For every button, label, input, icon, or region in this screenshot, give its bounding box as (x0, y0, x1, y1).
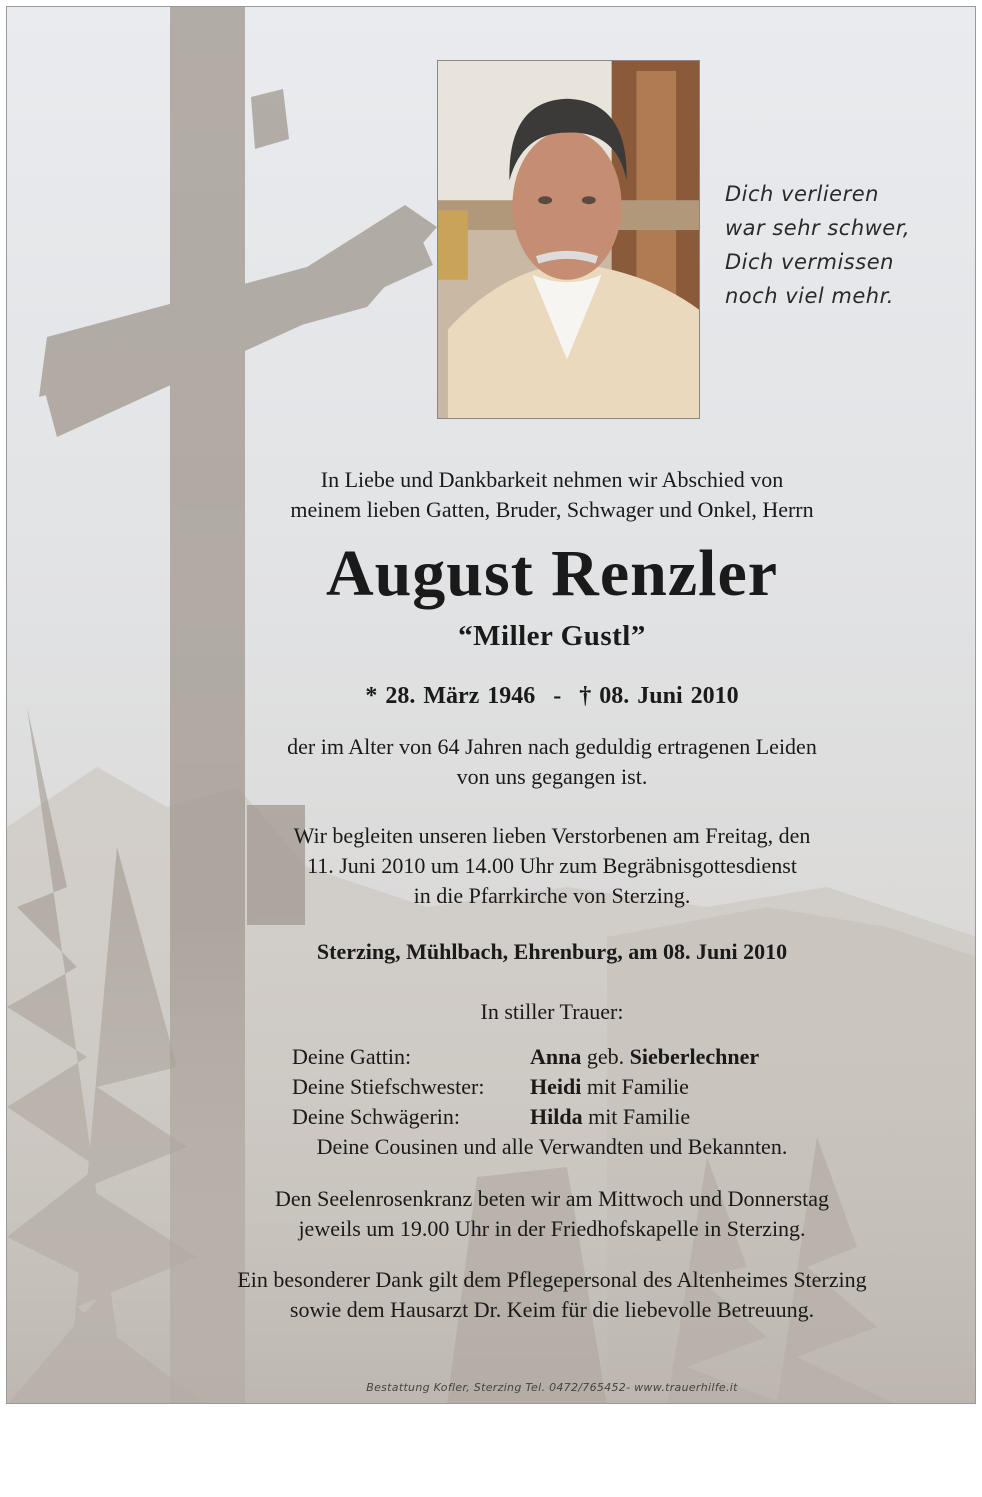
family-name: Anna (530, 1044, 582, 1069)
paragraph-funeral (157, 821, 947, 911)
death-date: † 08. Juni 2010 (579, 683, 739, 709)
paragraph-line: sowie dem Hausarzt Dr. Keim für die liebevolle Betreuung. (289, 1297, 815, 1322)
family-member (530, 1072, 689, 1102)
intro-line: In Liebe und Dankbarkeit nehmen wir Abschied von (320, 467, 784, 492)
poem-line: noch viel mehr. (725, 284, 894, 308)
family-suffix: mit Familie (581, 1074, 689, 1099)
date-separator: - (553, 683, 562, 709)
paragraph-line: Wir begleiten unseren lieben Verstorbenen am Freitag, den (293, 823, 811, 848)
family-middle: geb. (581, 1044, 630, 1069)
family-name: Heidi (530, 1074, 582, 1099)
family-relation: Deine Stiefschwester: (292, 1074, 485, 1099)
family-row (292, 1042, 759, 1072)
obituary-card (6, 6, 976, 1404)
paragraph-line: in die Pfarrkirche von Sterzing. (413, 883, 691, 908)
funeral-home-footer: Bestattung Kofler, Sterzing Tel. 0472/765452- www.trauerhilfe.it (366, 1381, 738, 1394)
deceased-name: August Renzler (325, 537, 779, 610)
paragraph-line: 11. Juni 2010 um 14.00 Uhr zum Begräbnisgottesdienst (307, 853, 797, 878)
family-name2: Sieberlechner (629, 1044, 760, 1069)
family-member (530, 1102, 690, 1132)
family-name: Hilda (530, 1104, 583, 1129)
intro-line: meinem lieben Gatten, Bruder, Schwager und Onkel, Herrn (290, 497, 814, 522)
family-relation: Deine Schwägerin: (292, 1104, 460, 1129)
family-member (530, 1042, 759, 1072)
paragraph-line: jeweils um 19.00 Uhr in der Friedhofskapelle in Sterzing. (298, 1216, 806, 1241)
relatives-line: Deine Cousinen und alle Verwandten und Bekannten. (316, 1134, 788, 1159)
family-relation: Deine Gattin: (292, 1044, 412, 1069)
paragraph-rosary (157, 1184, 947, 1244)
family-row (292, 1102, 759, 1132)
intro-text (157, 465, 947, 525)
portrait-photo (437, 60, 700, 419)
paragraph-line: von uns gegangen ist. (456, 764, 648, 789)
place-date: Sterzing, Mühlbach, Ehrenburg, am 08. Juni 2010 (316, 939, 788, 964)
nickname: “Miller Gustl” (458, 620, 646, 652)
life-dates (157, 679, 947, 713)
portrait-image (438, 61, 699, 418)
birth-date: * 28. März 1946 (365, 683, 536, 709)
paragraph-thanks (157, 1265, 947, 1325)
paragraph-age (157, 732, 947, 792)
poem-line: war sehr schwer, (725, 216, 911, 240)
paragraph-line: der im Alter von 64 Jahren nach geduldig ertragenen Leiden (287, 734, 817, 759)
poem-line: Dich verlieren (725, 182, 879, 206)
poem (725, 177, 965, 313)
paragraph-line: Ein besonderer Dank gilt dem Pflegepersonal des Altenheimes Sterzing (237, 1267, 867, 1292)
paragraph-line: Den Seelenrosenkranz beten wir am Mittwoch und Donnerstag (274, 1186, 830, 1211)
family-suffix: mit Familie (582, 1104, 691, 1129)
mourning-heading: In stiller Trauer: (480, 999, 624, 1024)
poem-line: Dich vermissen (725, 250, 894, 274)
family-list (292, 1042, 759, 1132)
family-row (292, 1072, 759, 1102)
